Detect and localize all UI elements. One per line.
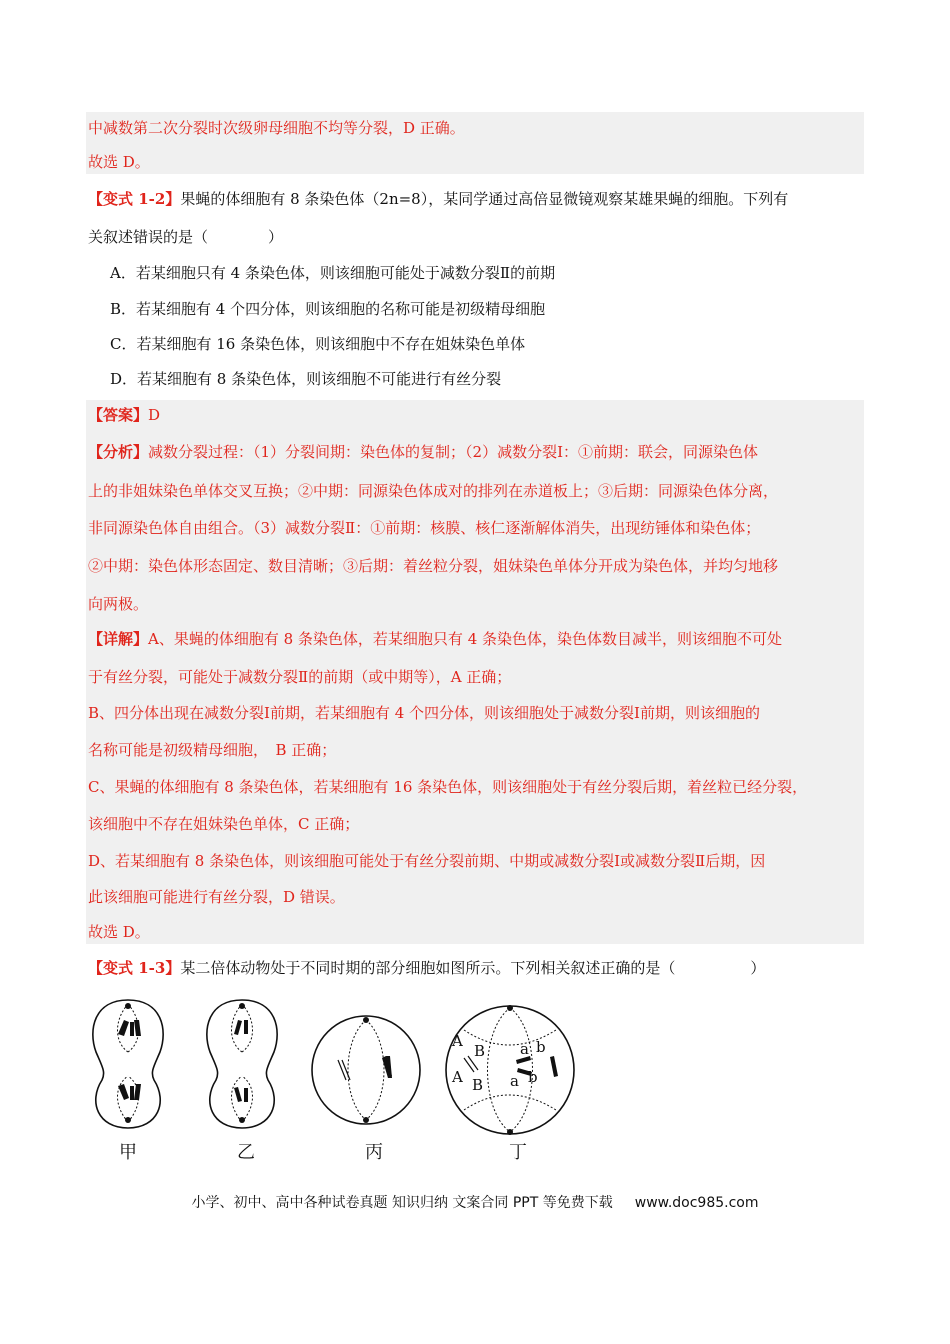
figure-label-jia: 甲	[119, 1142, 137, 1163]
gene-letter-A-1: A	[452, 1032, 463, 1050]
detail-line-7: D、若某细胞有 8 条染色体，则该细胞可能处于有丝分裂前期、中期或减数分裂Ⅰ或减数分裂Ⅱ后期，因	[88, 852, 766, 870]
detail-line-4: 名称可能是初级精母细胞， B 正确；	[88, 741, 337, 759]
page-footer	[0, 1192, 950, 1212]
q13-stem-text: 某二倍体动物处于不同时期的部分细胞如图所示。下列相关叙述正确的是（ ）	[180, 959, 766, 977]
analysis-text-1: 减数分裂过程：（1）分裂间期：染色体的复制；（2）减数分裂Ⅰ：①前期：联会，同源染色体	[148, 443, 759, 461]
gene-letter-B-1: B	[474, 1042, 486, 1060]
answer-value: D	[148, 406, 161, 424]
detail-line-8: 此该细胞可能进行有丝分裂，D 错误。	[88, 888, 345, 906]
q12-option-b: B．若某细胞有 4 个四分体，则该细胞的名称可能是初级精母细胞	[110, 300, 546, 318]
cell-yi	[207, 1000, 277, 1128]
q12-option-d: D．若某细胞有 8 条染色体，则该细胞不可能进行有丝分裂	[110, 370, 502, 388]
q12-option-c: C．若某细胞有 16 条染色体，则该细胞中不存在姐妹染色单体	[110, 335, 526, 353]
analysis-line-2: 上的非姐妹染色单体交叉互换；②中期：同源染色体成对的排列在赤道板上；③后期：同源染色体分离，	[88, 482, 779, 500]
answer-conclusion-top: 故选 D。	[88, 153, 150, 171]
cell-jia	[93, 1000, 163, 1128]
q12-stem-text: 果蝇的体细胞有 8 条染色体（2n=8），某同学通过高倍显微镜观察某雄果蝇的细胞。下列有	[180, 190, 789, 208]
detail-line-5: C、果蝇的体细胞有 8 条染色体，若某细胞有 16 条染色体，则该细胞处于有丝分裂后期，着丝粒已经分裂，	[88, 778, 808, 796]
gene-letter-A-2: A	[452, 1068, 463, 1086]
answer-continuation-line: 中减数第二次分裂时次级卵母细胞不均等分裂，D 正确。	[88, 119, 465, 137]
gene-letter-a-2: a	[510, 1072, 519, 1090]
gene-letter-a-1: a	[520, 1040, 529, 1058]
q12-tag: 【变式 1-2】	[88, 190, 181, 208]
cell-ding	[446, 1005, 574, 1135]
figure-label-bing: 丙	[365, 1142, 383, 1163]
answer-tag: 【答案】	[88, 406, 149, 424]
q12-option-a: A．若某细胞只有 4 条染色体，则该细胞可能处于减数分裂Ⅱ的前期	[110, 264, 556, 282]
analysis-line-4: ②中期：染色体形态固定、数目清晰；③后期：着丝粒分裂，姐妹染色单体分开成为染色体，并均匀地移	[88, 557, 779, 575]
detail-text-1: A、果蝇的体细胞有 8 条染色体，若某细胞只有 4 条染色体，染色体数目减半，则该细胞不可处	[148, 630, 783, 648]
figure-label-ding: 丁	[509, 1142, 527, 1163]
cell-division-figure	[84, 990, 584, 1170]
footer-text: 小学、初中、高中各种试卷真题 知识归纳 文案合同 PPT 等免费下载	[191, 1195, 613, 1211]
analysis-line-5: 向两极。	[88, 595, 149, 613]
figure-label-yi: 乙	[237, 1142, 255, 1163]
q13-tag: 【变式 1-3】	[88, 959, 181, 977]
detail-tag: 【详解】	[88, 630, 149, 648]
detail-line-3: B、四分体出现在减数分裂Ⅰ前期，若某细胞有 4 个四分体，则该细胞处于减数分裂Ⅰ前期，则该细胞的	[88, 704, 760, 722]
gene-letter-b-2: b	[528, 1068, 538, 1086]
analysis-line-1	[88, 442, 758, 462]
gene-letter-b-1: b	[536, 1038, 546, 1056]
footer-url[interactable]: www.doc985.com	[634, 1195, 759, 1211]
q12-stem-line1	[88, 189, 788, 209]
detail-conclusion: 故选 D。	[88, 923, 150, 941]
detail-line-6: 该细胞中不存在姐妹染色单体，C 正确；	[88, 815, 360, 833]
q12-answer	[88, 405, 160, 425]
analysis-tag: 【分析】	[88, 443, 149, 461]
analysis-line-3: 非同源染色体自由组合。（3）减数分裂Ⅱ：①前期：核膜、核仁逐渐解体消失，出现纺锤体和染色体；	[88, 519, 761, 537]
detail-line-1	[88, 629, 782, 649]
q12-stem-line2: 关叙述错误的是（ ）	[88, 228, 284, 246]
q13-stem	[88, 958, 765, 978]
cell-bing	[312, 1016, 420, 1124]
detail-line-2: 于有丝分裂，可能处于减数分裂Ⅱ的前期（或中期等），A 正确；	[88, 668, 512, 686]
gene-letter-B-2: B	[472, 1076, 484, 1094]
